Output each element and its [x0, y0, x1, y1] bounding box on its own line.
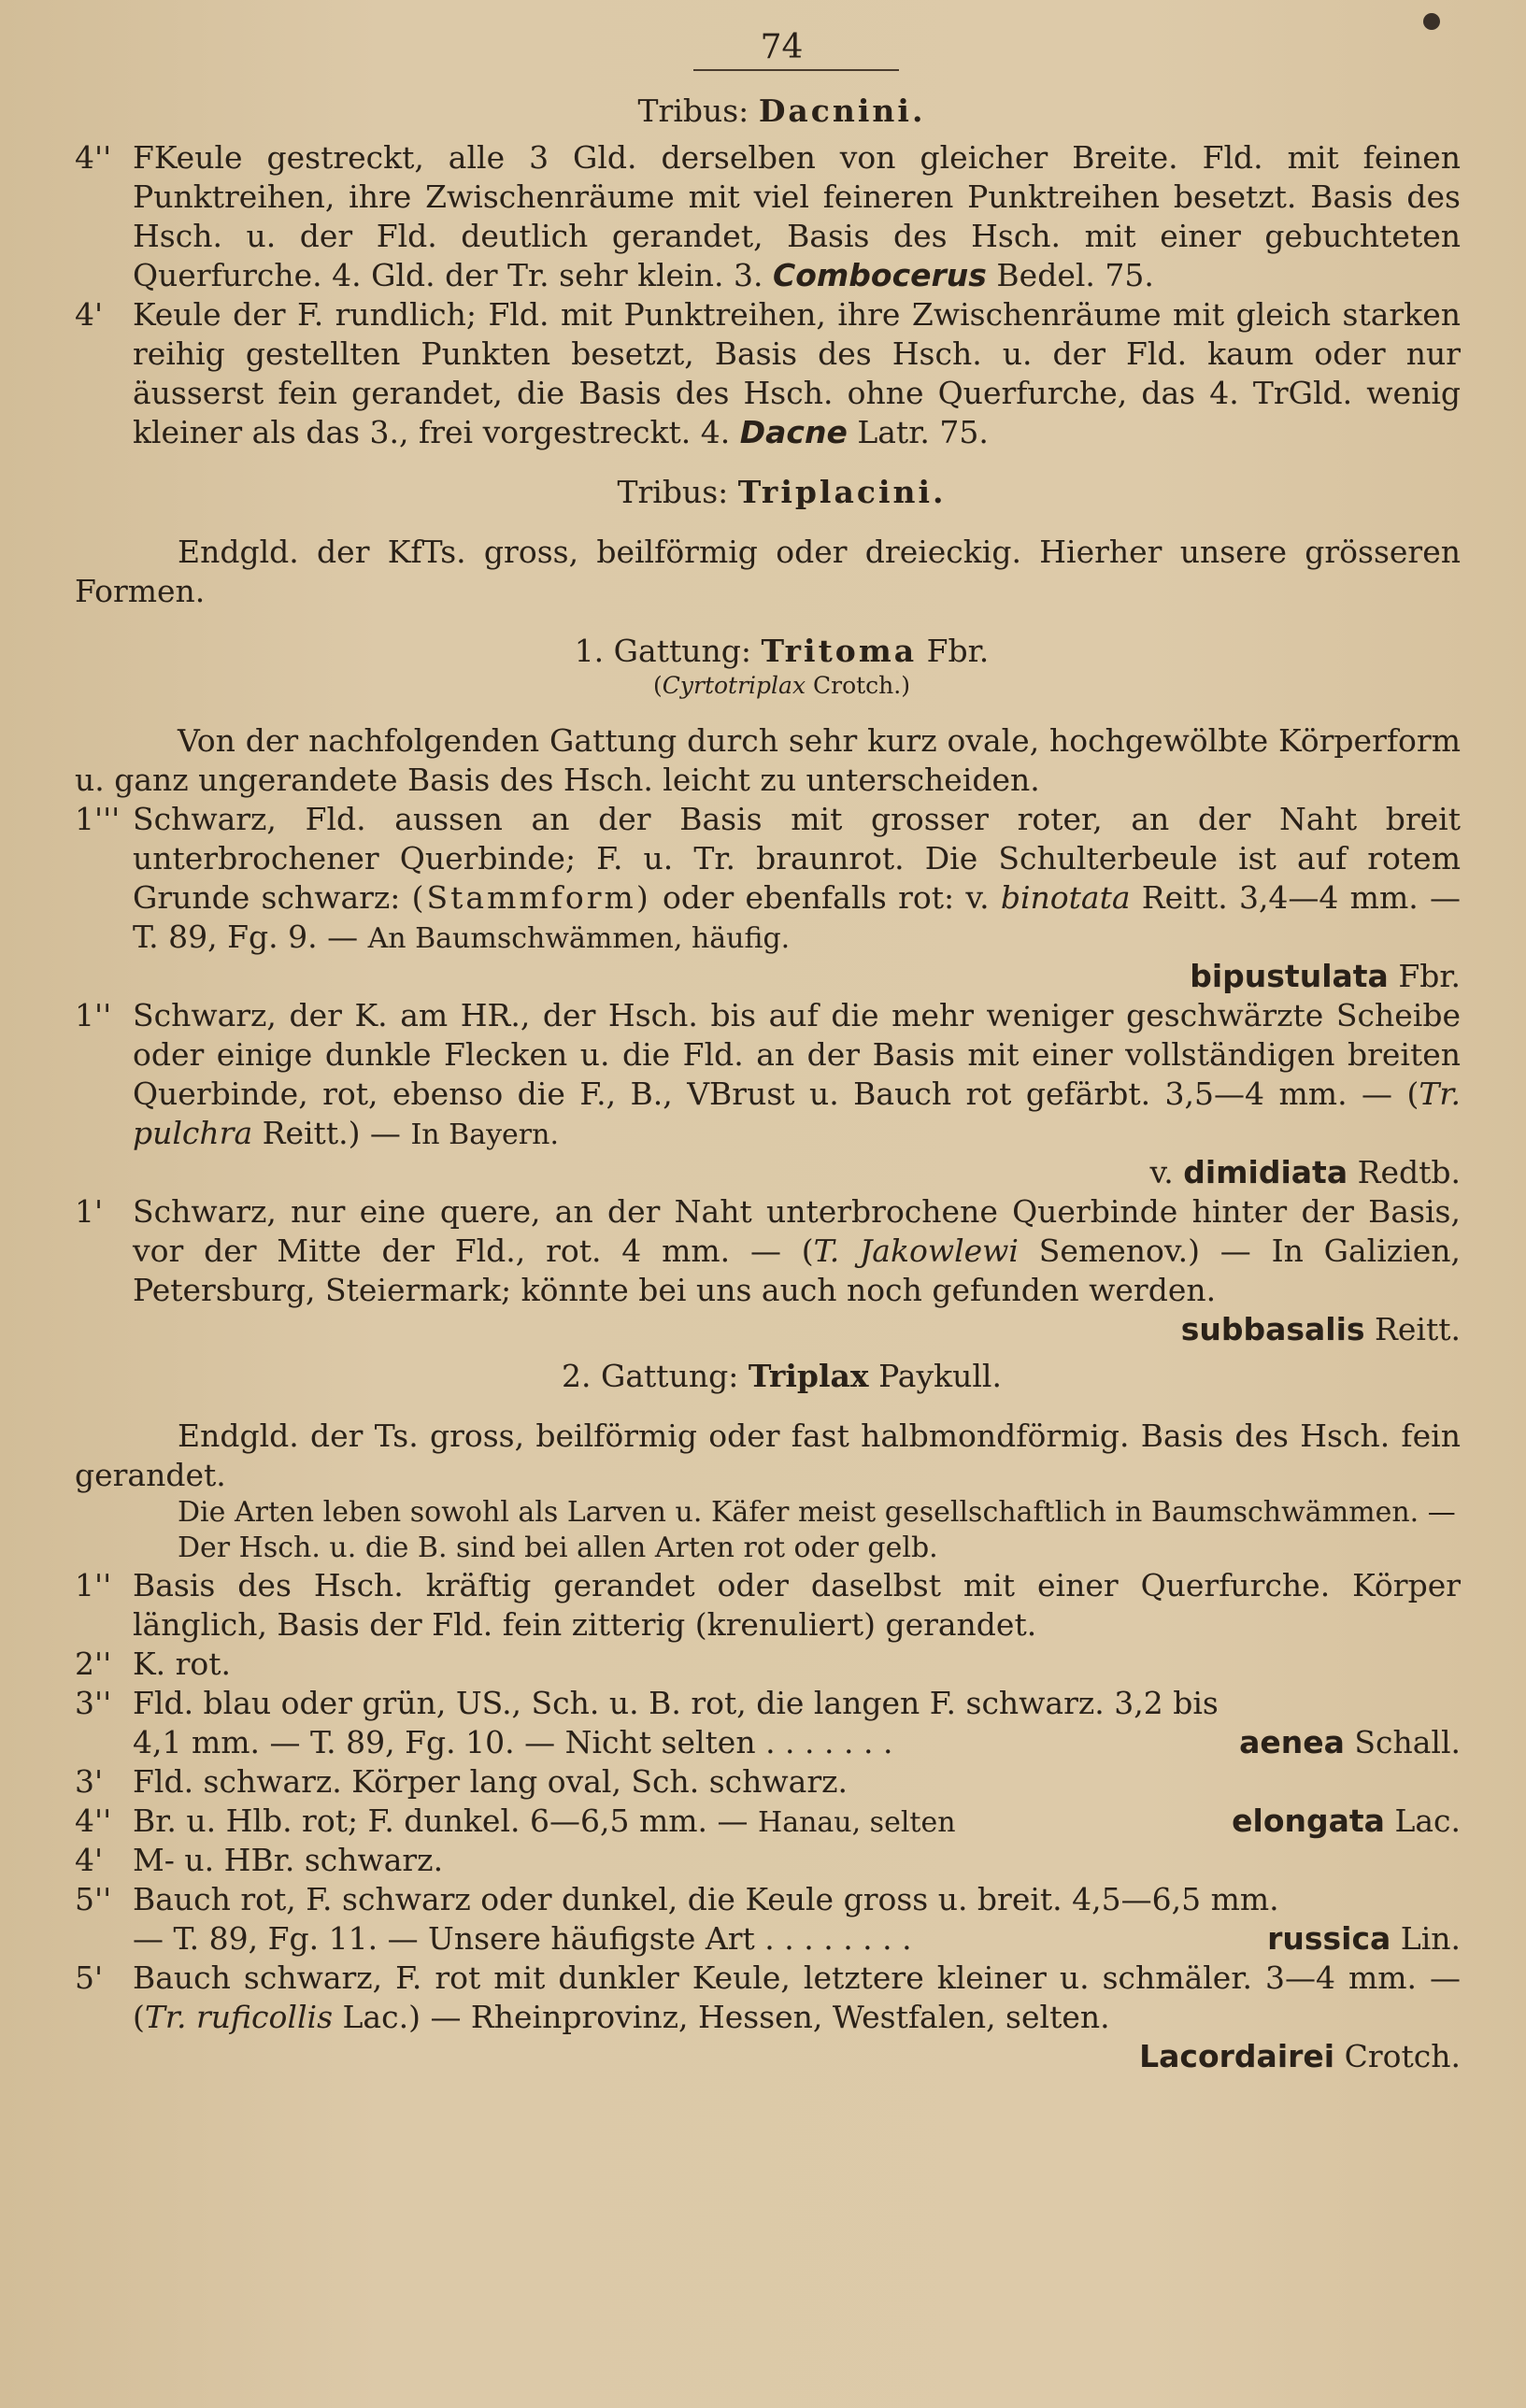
- key-entry-4p: 4' Keule der F. rundlich; Fld. mit Punktreihen, ihre Zwischenräume mit gleich starken reihig gestellten Punkten besetzt, Basis des Hsch. u. der Fld. kaum oder nur äusserst fein gerandet, die Basis des Hsch. ohne Querfurche, das 4. TrGld. wenig kleiner als das 3., frei vorgestreckt. 4. Dacne Latr. 75.: [75, 296, 1461, 450]
- species-name: dimidiata: [1183, 1154, 1348, 1190]
- key-label: 5': [75, 1959, 104, 1996]
- key-label: 3': [75, 1763, 104, 1800]
- genus-name: Tritoma: [761, 633, 918, 669]
- species-line: elongata Lac.: [1232, 1802, 1461, 1839]
- key-label: 1': [75, 1193, 104, 1230]
- gattung-description: Von der nachfolgenden Gattung durch sehr kurz ovale, hochgewölbte Körperform u. ganz ungerandete Basis des Hsch. leicht zu unterscheiden.: [75, 722, 1461, 798]
- species-name: aenea: [1239, 1724, 1345, 1760]
- note-color: Der Hsch. u. die B. sind bei allen Arten rot oder gelb.: [178, 1532, 938, 1564]
- key-label: 1'': [75, 997, 112, 1033]
- species-line: bipustulata Fbr.: [1190, 958, 1461, 994]
- species-line: v. dimidiata Redtb.: [1149, 1154, 1461, 1190]
- key-entry-4pp: 4'' Br. u. Hlb. rot; F. dunkel. 6—6,5 mm. — Hanau, selten elongata Lac.: [75, 1802, 1461, 1839]
- key-label: 2'': [75, 1646, 112, 1682]
- genus-name: Triplax: [748, 1358, 869, 1394]
- gattung-tritoma-heading: 1. Gattung: Tritoma Fbr.: [574, 633, 990, 669]
- key-label: 4': [75, 1842, 104, 1878]
- key-entry-1pp: 1'' Schwarz, der K. am HR., der Hsch. bis auf die mehr weniger geschwärzte Scheibe oder einige dunkle Flecken u. die Fld. an der Basis mit einer vollständigen breiten Querbinde, rot, ebenso die F., B., VBrust u. Bauch rot gefärbt. 3,5—4 mm. — (Tr. pulchra Reitt.) — In Bayern. v. dimidiata Redtb.: [75, 997, 1461, 1190]
- note-biology: Die Arten leben sowohl als Larven u. Käfer meist gesellschaftlich in Baumschwämmen. —: [178, 1496, 1456, 1529]
- genus-name: Combocerus: [773, 257, 987, 293]
- variety-name: binotata: [1000, 879, 1131, 916]
- tribus-triplacini-heading: Tribus: Triplacini.: [617, 474, 947, 510]
- gattung-triplax-heading: 2. Gattung: Triplax Paykull.: [562, 1358, 1002, 1394]
- key-entry-1pp: 1'' Basis des Hsch. kräftig gerandet oder daselbst mit einer Querfurche. Körper länglich, Basis der Fld. fein zitterig (krenuliert) gerandet.: [75, 1567, 1461, 1643]
- species-line: Lacordairei Crotch.: [1139, 2038, 1461, 2074]
- species-line: subbasalis Reitt.: [1180, 1311, 1461, 1347]
- tribus-dacnini-heading: Tribus: Dacnini.: [637, 93, 926, 129]
- synonym: Tr. ruficollis: [144, 1999, 334, 2035]
- key-label: 1''': [75, 801, 121, 837]
- habitat: Hanau, selten: [758, 1806, 956, 1839]
- synonym: T. Jakowlewi: [813, 1232, 1019, 1269]
- key-label: 4': [75, 296, 104, 333]
- tribus-description: Endgld. der KfTs. gross, beilförmig oder dreieckig. Hierher unsere grösseren Formen.: [75, 534, 1461, 609]
- tribus-name: Dacnini.: [758, 93, 926, 129]
- key-label: 4'': [75, 139, 112, 176]
- species-line: russica Lin.: [1267, 1920, 1461, 1957]
- species-line: aenea Schall.: [1239, 1724, 1461, 1760]
- key-entry-5p: 5' Bauch schwarz, F. rot mit dunkler Keule, letztere kleiner u. schmäler. 3—4 mm. — (Tr. ruficollis Lac.) — Rheinprovinz, Hessen, Westfalen, selten. Lacordairei Crotch.: [75, 1959, 1461, 2074]
- species-name: russica: [1267, 1920, 1391, 1957]
- species-name: elongata: [1232, 1802, 1385, 1839]
- genus-synonym: (Cyrtotriplax Crotch.): [652, 672, 910, 699]
- key-label: 3'': [75, 1685, 112, 1721]
- gattung-description: Endgld. der Ts. gross, beilförmig oder fast halbmondförmig. Basis des Hsch. fein gerandet.: [75, 1418, 1461, 1493]
- header-rule: [693, 69, 899, 71]
- key-entry-5pp: 5'' Bauch rot, F. schwarz oder dunkel, die Keule gross u. breit. 4,5—6,5 mm. — T. 89, Fg. 11. — Unsere häufigste Art . . . . . . . . russica Lin.: [75, 1881, 1461, 1957]
- key-entry-1p: 1' Schwarz, nur eine quere, an der Naht unterbrochene Querbinde hinter der Basis, vor der Mitte der Fld., rot. 4 mm. — (T. Jakowlewi Semenov.) — In Galizien, Petersburg, Steiermark; könnte bei uns auch noch gefunden werden. subbasalis Reitt.: [75, 1193, 1462, 1347]
- tribus-name: Triplacini.: [737, 474, 947, 510]
- habitat: An Baumschwämmen, häufig.: [367, 922, 791, 955]
- species-name: Lacordairei: [1139, 2038, 1335, 2074]
- key-label: 5'': [75, 1881, 112, 1917]
- key-entry-3p: 3' Fld. schwarz. Körper lang oval, Sch. schwarz.: [75, 1763, 848, 1800]
- key-entry-4pp: 4'' FKeule gestreckt, alle 3 Gld. derselben von gleicher Breite. Fld. mit feinen Punktreihen, ihre Zwischenräume mit viel feineren Punktreihen besetzt. Basis des Hsch. u. der Fld. deutlich gerandet, Basis des Hsch. mit einer gebuchteten Querfurche. 4. Gld. der Tr. sehr klein. 3. Combocerus Bedel. 75.: [75, 139, 1461, 293]
- genus-name: Dacne: [739, 414, 848, 450]
- ink-spot: [1423, 13, 1440, 30]
- species-name: bipustulata: [1190, 958, 1389, 994]
- key-entry-3pp: 3'' Fld. blau oder grün, US., Sch. u. B. rot, die langen F. schwarz. 3,2 bis 4,1 mm. — T. 89, Fg. 10. — Nicht selten . . . . . . . aenea Schall.: [75, 1685, 1461, 1760]
- stammform-label: (Stammform): [411, 879, 651, 916]
- page-number: 74: [760, 28, 804, 66]
- key-entry-1ppp: 1''' Schwarz, Fld. aussen an der Basis mit grosser roter, an der Naht breit unterbrochener Querbinde; F. u. Tr. braunrot. Die Schulterbeule ist auf rotem Grunde schwarz: (Stammform) oder ebenfalls rot: v. binotata Reitt. 3,4—4 mm. — T. 89, Fg. 9. — An Baumschwämmen, häufig. bipustulata Fbr.: [75, 801, 1461, 994]
- key-label: 1'': [75, 1567, 112, 1603]
- key-entry-4p: 4' M- u. HBr. schwarz.: [75, 1842, 444, 1878]
- key-entry-2pp: 2'' K. rot.: [75, 1646, 232, 1682]
- habitat: In Bayern.: [410, 1119, 559, 1151]
- key-label: 4'': [75, 1802, 112, 1839]
- synonym: Tr. pulchra: [133, 1076, 1461, 1151]
- species-name: subbasalis: [1180, 1311, 1365, 1347]
